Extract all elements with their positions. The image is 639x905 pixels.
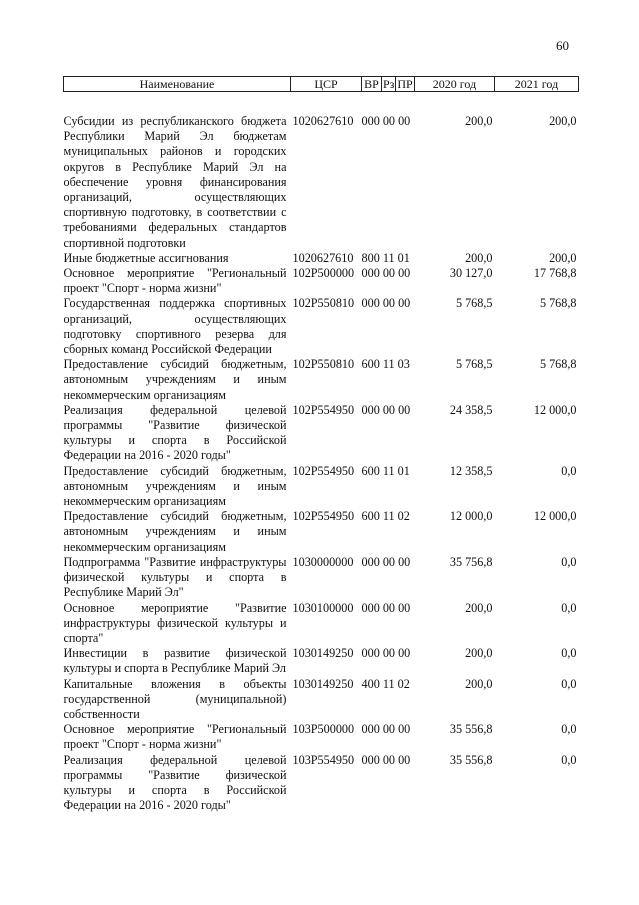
row-2021: 12 000,0 [533,509,577,524]
budget-table [63,76,579,813]
row-code: 000 00 00 [361,646,411,661]
header-vr: ВР [362,77,382,92]
row-code: 000 00 00 [361,554,411,569]
table-row [64,753,579,814]
row-2020: 30 127,0 [449,266,493,281]
table-body [64,92,579,814]
table-row [64,722,579,752]
row-csr: 102P554950 [292,402,355,417]
row-name: Основное мероприятие "Региональный проект "Спорт - норма жизни" [63,722,287,752]
row-2020: 5 768,5 [455,296,493,311]
row-2021: 0,0 [561,600,577,615]
header-2021: 2021 год [495,77,579,92]
header-csr: ЦСР [291,77,362,92]
row-code: 000 00 00 [361,722,411,737]
row-2020: 200,0 [465,646,493,661]
table-row [64,464,579,510]
row-2021: 17 768,8 [533,266,577,281]
row-2020: 200,0 [465,114,493,128]
table-row [64,601,579,647]
row-code: 000 00 00 [361,600,411,615]
row-name: Реализация федеральной целевой программы "Развитие физической культуры и спорта в Российской Федерации на 2016 - 2020 годы" [63,752,287,813]
table-row [64,677,579,723]
row-2021: 0,0 [561,554,577,569]
row-code: 600 11 01 [361,463,410,478]
page-number: 60 [556,38,569,53]
header-pr: ПР [397,76,413,91]
row-name: Предоставление субсидий бюджетным, автономным учреждениям и иным некоммерческим организациям [63,357,287,402]
row-2020: 5 768,5 [455,357,493,372]
row-2020: 24 358,5 [449,402,493,417]
row-csr: 102P554950 [292,463,355,478]
row-2021: 0,0 [561,676,577,691]
row-code: 000 00 00 [361,402,411,417]
row-csr: 102P554950 [292,509,355,524]
row-2021: 0,0 [561,646,577,661]
row-2020: 12 000,0 [449,509,493,524]
table-header-row [64,77,579,92]
row-name: Иные бюджетные ассигнования [63,250,229,265]
row-csr: 103P500000 [292,722,355,737]
table-row [64,509,579,555]
row-2020: 35 556,8 [449,752,493,767]
row-csr: 103P554950 [292,752,355,767]
row-2021: 5 768,8 [539,357,577,372]
table-row [64,251,579,266]
row-2020: 200,0 [465,676,493,691]
row-csr: 102P550810 [292,296,355,311]
row-2020: 200,0 [465,250,493,265]
table-row [64,403,579,464]
row-2021: 200,0 [549,250,577,265]
row-name: Подпрограмма "Развитие инфраструктуры физической культуры и спорта в Республике Марий Эл" [63,554,287,600]
table-row [64,296,579,357]
row-2020: 200,0 [465,600,493,615]
table-row [64,266,579,296]
row-code: 000 00 00 [361,296,411,311]
row-name: Основное мероприятие "Развитие инфраструктуры физической культуры и спорта" [63,600,287,645]
header-rz: Рз [383,76,395,91]
row-2021: 0,0 [561,752,577,767]
row-name: Основное мероприятие "Региональный проект "Спорт - норма жизни" [63,266,287,296]
row-name: Реализация федеральной целевой программы "Развитие физической культуры и спорта в Российской Федерации на 2016 - 2020 годы" [63,402,287,463]
table-row [64,92,579,251]
row-name: Предоставление субсидий бюджетным, автономным учреждениям и иным некоммерческим организациям [63,463,287,509]
row-2021: 0,0 [561,463,577,478]
table-row [64,555,579,601]
row-csr: 1030000000 [292,554,354,569]
row-2021: 0,0 [561,722,577,737]
row-code: 600 11 02 [361,509,410,524]
table-row [64,646,579,676]
row-name: Предоставление субсидий бюджетным, автономным учреждениям и иным некоммерческим организациям [63,509,287,554]
row-2021: 12 000,0 [533,402,577,417]
row-name: Капитальные вложения в объекты государственной (муниципальной) собственности [63,676,287,721]
row-csr: 1030149250 [292,646,354,661]
row-2020: 35 756,8 [449,554,493,569]
row-code: 000 00 00 [361,266,411,281]
row-code: 000 00 00 [361,752,411,767]
header-2020: 2020 год [415,77,495,92]
row-csr: 1030100000 [292,600,354,615]
row-csr: 1020627610 [292,250,354,265]
row-code: 800 11 01 [361,250,410,265]
row-code: 400 11 02 [361,676,410,691]
row-csr: 102P550810 [292,357,355,372]
row-2020: 12 358,5 [449,463,493,478]
table-row [64,357,579,403]
row-2020: 35 556,8 [449,722,493,737]
header-name: Наименование [64,77,291,92]
row-2021: 5 768,8 [539,296,577,311]
row-code: 600 11 03 [361,357,410,372]
row-code: 000 00 00 [361,114,411,128]
row-csr: 102P500000 [292,266,355,281]
row-name: Субсидии из республиканского бюджета Республики Марий Эл бюджетам муниципальных районов и городских округов в Республике Марий Эл на обеспечение уровня финансирования организаций, осуществляющих спортивную подготовку, в соответствии с требованиями федеральных стандартов спортивной подготовки [63,114,287,250]
row-csr: 1020627610 [292,114,354,128]
row-csr: 1030149250 [292,676,354,691]
row-name: Государственная поддержка спортивных организаций, осуществляющих подготовку спортивного резерва для сборных команд Российской Федерации [63,296,287,357]
row-name: Инвестиции в развитие физической культуры и спорта в Республике Марий Эл [63,646,287,676]
row-2021: 200,0 [549,114,577,128]
